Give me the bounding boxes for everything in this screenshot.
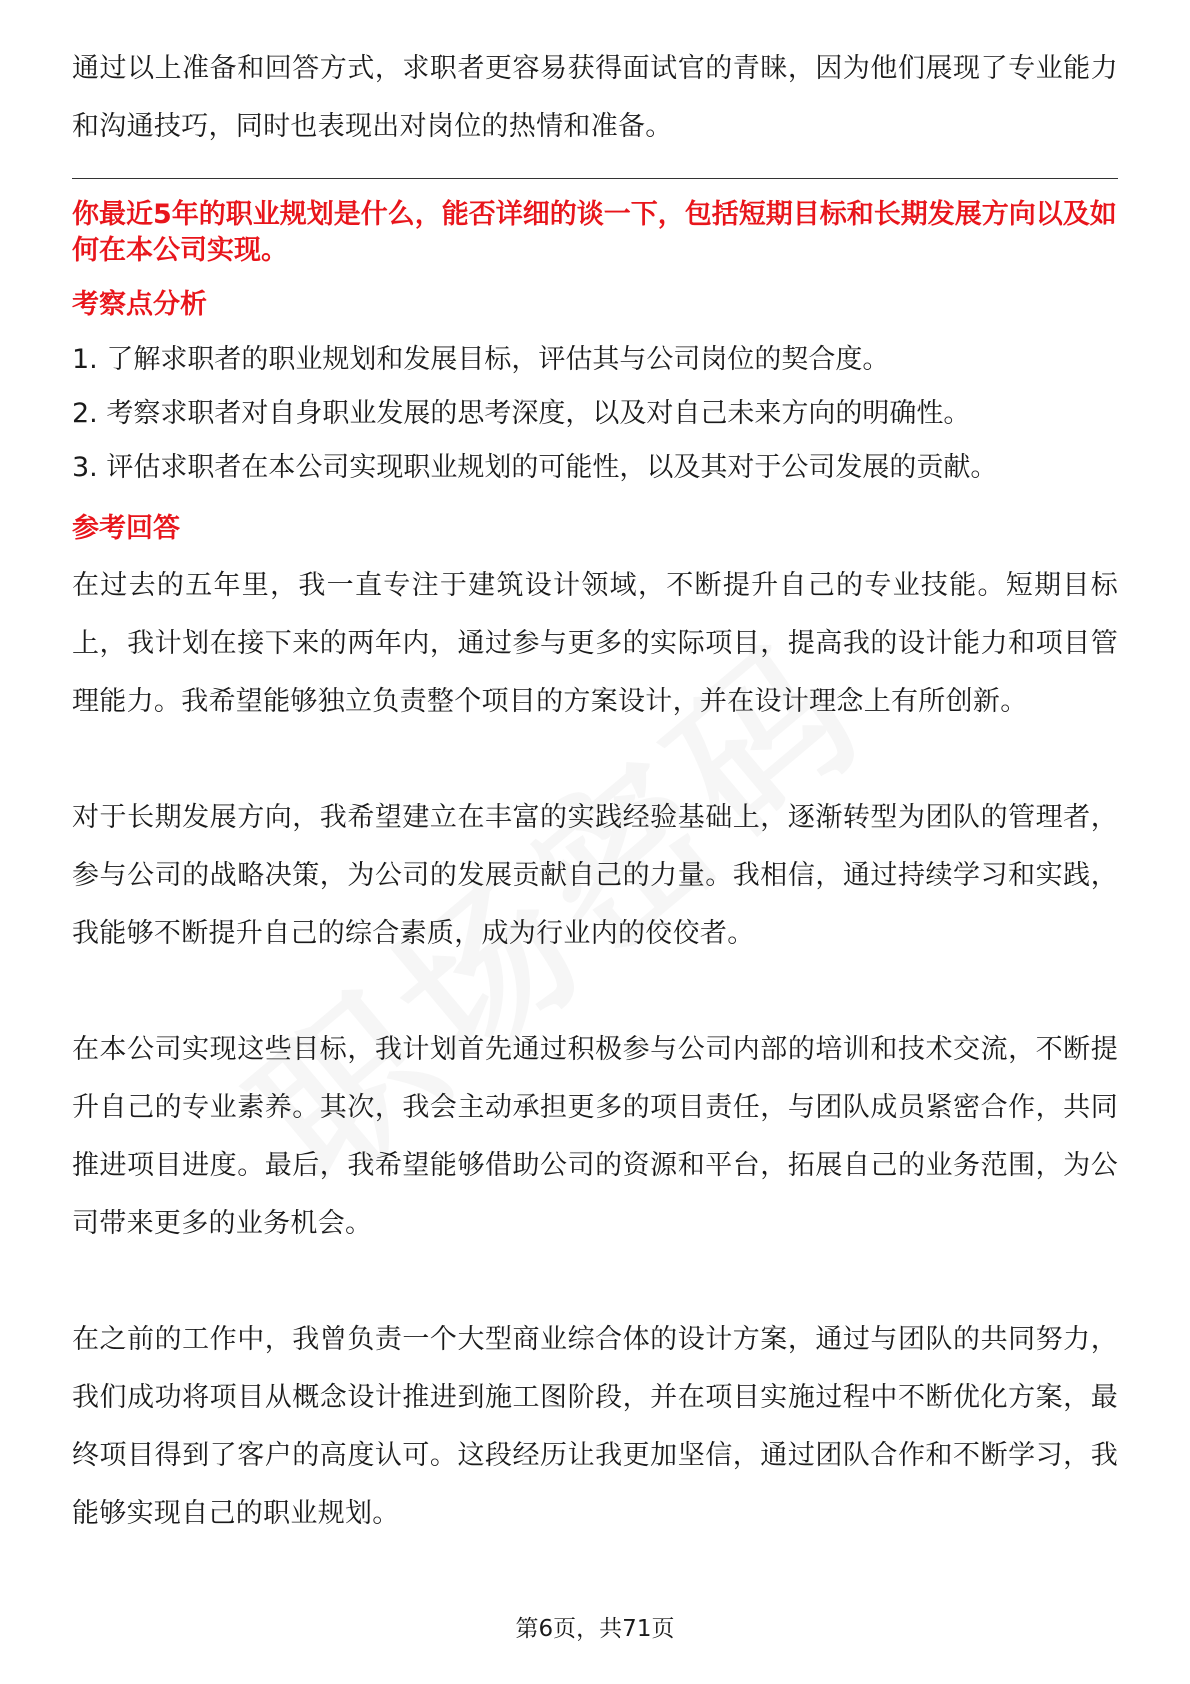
analysis-item-2: 2. 考察求职者对自身职业发展的思考深度，以及对自己未来方向的明确性。 [72, 398, 971, 429]
answer-paragraph-2: 对于长期发展方向，我希望建立在丰富的实践经验基础上，逐渐转型为团队的管理者，参与公司的战略决策，为公司的发展贡献自己的力量。我相信，通过持续学习和实践，我能够不断提升自己的综合素质，成为行业内的佼佼者。 [72, 802, 1118, 949]
intro-paragraph: 通过以上准备和回答方式，求职者更容易获得面试官的青睐，因为他们展现了专业能力和沟通技巧，同时也表现出对岗位的热情和准备。 [72, 53, 1118, 142]
section-divider [72, 178, 1118, 179]
analysis-title: 考察点分析 [72, 289, 207, 320]
interview-question: 你最近5年的职业规划是什么，能否详细的谈一下，包括短期目标和长期发展方向以及如何在本公司实现。 [72, 199, 1117, 266]
answer-paragraph-1: 在过去的五年里，我一直专注于建筑设计领域，不断提升自己的专业技能。短期目标上，我计划在接下来的两年内，通过参与更多的实际项目，提高我的设计能力和项目管理能力。我希望能够独立负责整个项目的方案设计，并在设计理念上有所创新。 [72, 570, 1118, 717]
answer-title: 参考回答 [72, 513, 180, 544]
analysis-item-1: 1. 了解求职者的职业规划和发展目标，评估其与公司岗位的契合度。 [72, 344, 890, 375]
paragraph-gap [72, 731, 1118, 789]
analysis-item-3: 3. 评估求职者在本公司实现职业规划的可能性，以及其对于公司发展的贡献。 [72, 452, 998, 483]
answer-paragraph-3: 在本公司实现这些目标，我计划首先通过积极参与公司内部的培训和技术交流，不断提升自己的专业素养。其次，我会主动承担更多的项目责任，与团队成员紧密合作，共同推进项目进度。最后，我希望能够借助公司的资源和平台，拓展自己的业务范围，为公司带来更多的业务机会。 [72, 1034, 1118, 1239]
paragraph-gap [72, 1253, 1118, 1311]
answer-paragraph-4: 在之前的工作中，我曾负责一个大型商业综合体的设计方案，通过与团队的共同努力，我们成功将项目从概念设计推进到施工图阶段，并在项目实施过程中不断优化方案，最终项目得到了客户的高度认可。这段经历让我更加坚信，通过团队合作和不断学习，我能够实现自己的职业规划。 [72, 1324, 1118, 1529]
page-number: 第6页，共71页 [515, 1616, 675, 1642]
paragraph-gap [72, 963, 1118, 1021]
document-page [72, 40, 1118, 1543]
